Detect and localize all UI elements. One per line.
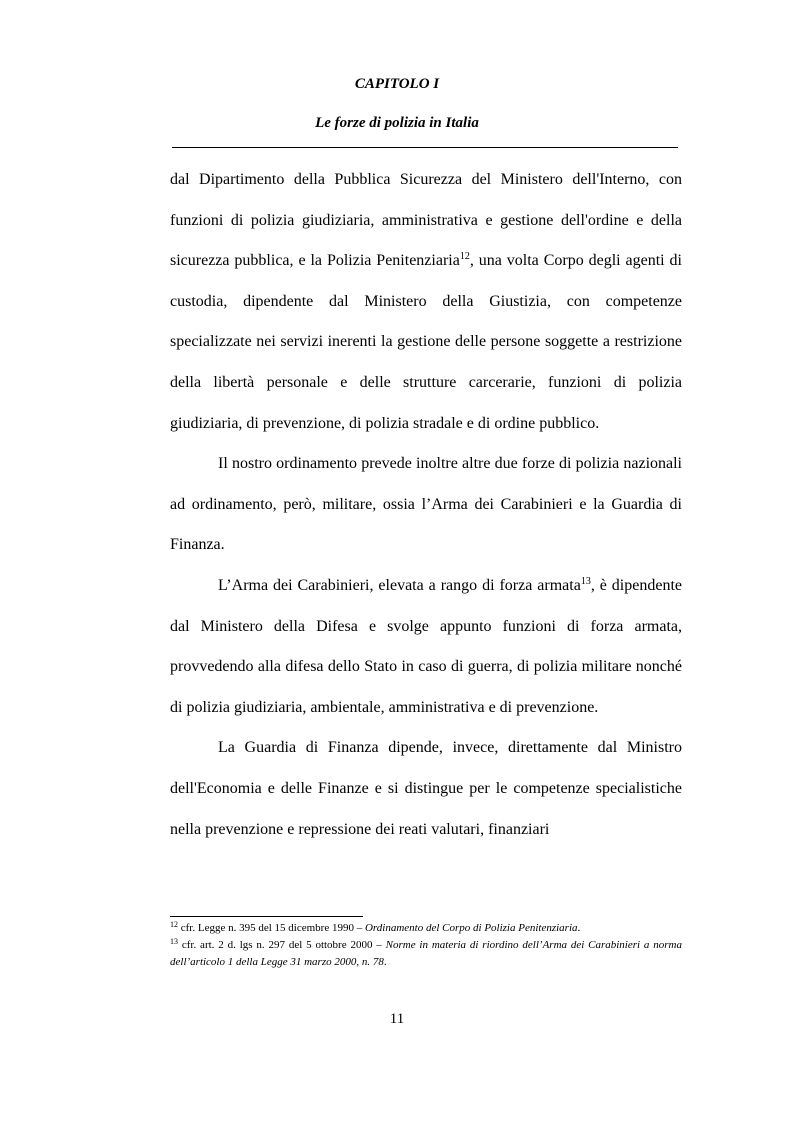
footnote-number: 12 [170,920,178,929]
header-divider [172,147,678,148]
footnote-title: Norme in materia di riordino dell’Arma dei Carabinieri a norma dell’articolo 1 della Legge 31 marzo 2000, n. 78 [170,939,683,968]
paragraph-1-text-a: dal Dipartimento della Pubblica Sicurezza del Ministero dell'Interno, con funzioni di polizia giudiziaria, amministrativa e gestione dell'ordine e della sicurezza pubblica, e la Polizia Penitenziaria [170,171,682,270]
footnote-13 [170,937,682,971]
footnote-number: 13 [170,937,178,946]
footnote-divider [170,916,363,917]
footnote-end: . [577,922,581,934]
paragraph-3 [170,566,682,728]
footnote-end: . [383,956,387,968]
footnotes [170,920,682,971]
footnote-ref-12[interactable]: 12 [459,251,470,263]
paragraph-4: La Guardia di Finanza dipende, invece, direttamente dal Ministro dell'Economia e delle Finanze e si distingue per le competenze specialistiche nella prevenzione e repressione dei reati valutari, finanziari [170,739,682,838]
paragraph-1 [170,160,682,444]
paragraph-3-text-a: L’Arma dei Carabinieri, elevata a rango di forza armata [218,576,581,594]
footnote-title: Ordinamento del Corpo di Polizia Penitenziaria [364,922,578,934]
paragraph-2: Il nostro ordinamento prevede inoltre altre due forze di polizia nazionali ad ordinamento, però, militare, ossia l’Arma dei Carabinieri e la Guardia di Finanza. [170,455,682,554]
body-text [170,160,682,850]
footnote-text: cfr. art. 2 d. lgs n. 297 del 5 ottobre 2000 – [181,939,386,951]
chapter-heading: CAPITOLO I [354,76,440,92]
footnote-text: cfr. Legge n. 395 del 15 dicembre 1990 – [180,922,365,934]
paragraph-1-text-b: , una volta Corpo degli agenti di custodia, dipendente dal Ministero della Giustizia, con competenze specializzate nei servizi inerenti la gestione delle persone soggette a restrizione della libertà personale e delle strutture carcerarie, funzioni di polizia giudiziaria, di prevenzione, di polizia stradale e di ordine pubblico. [170,252,683,432]
chapter-subtitle: Le forze di polizia in Italia [315,115,479,131]
page-number: 11 [389,1011,405,1027]
footnote-ref-13[interactable]: 13 [580,575,591,587]
paragraph-3-text-b: , è dipendente dal Ministero della Difesa e svolge appunto funzioni di forza armata, provvedendo alla difesa dello Stato in caso di guerra, di polizia militare nonché di polizia giudiziaria, ambientale, amministrativa e di prevenzione. [170,576,683,716]
footnote-12 [170,920,682,937]
